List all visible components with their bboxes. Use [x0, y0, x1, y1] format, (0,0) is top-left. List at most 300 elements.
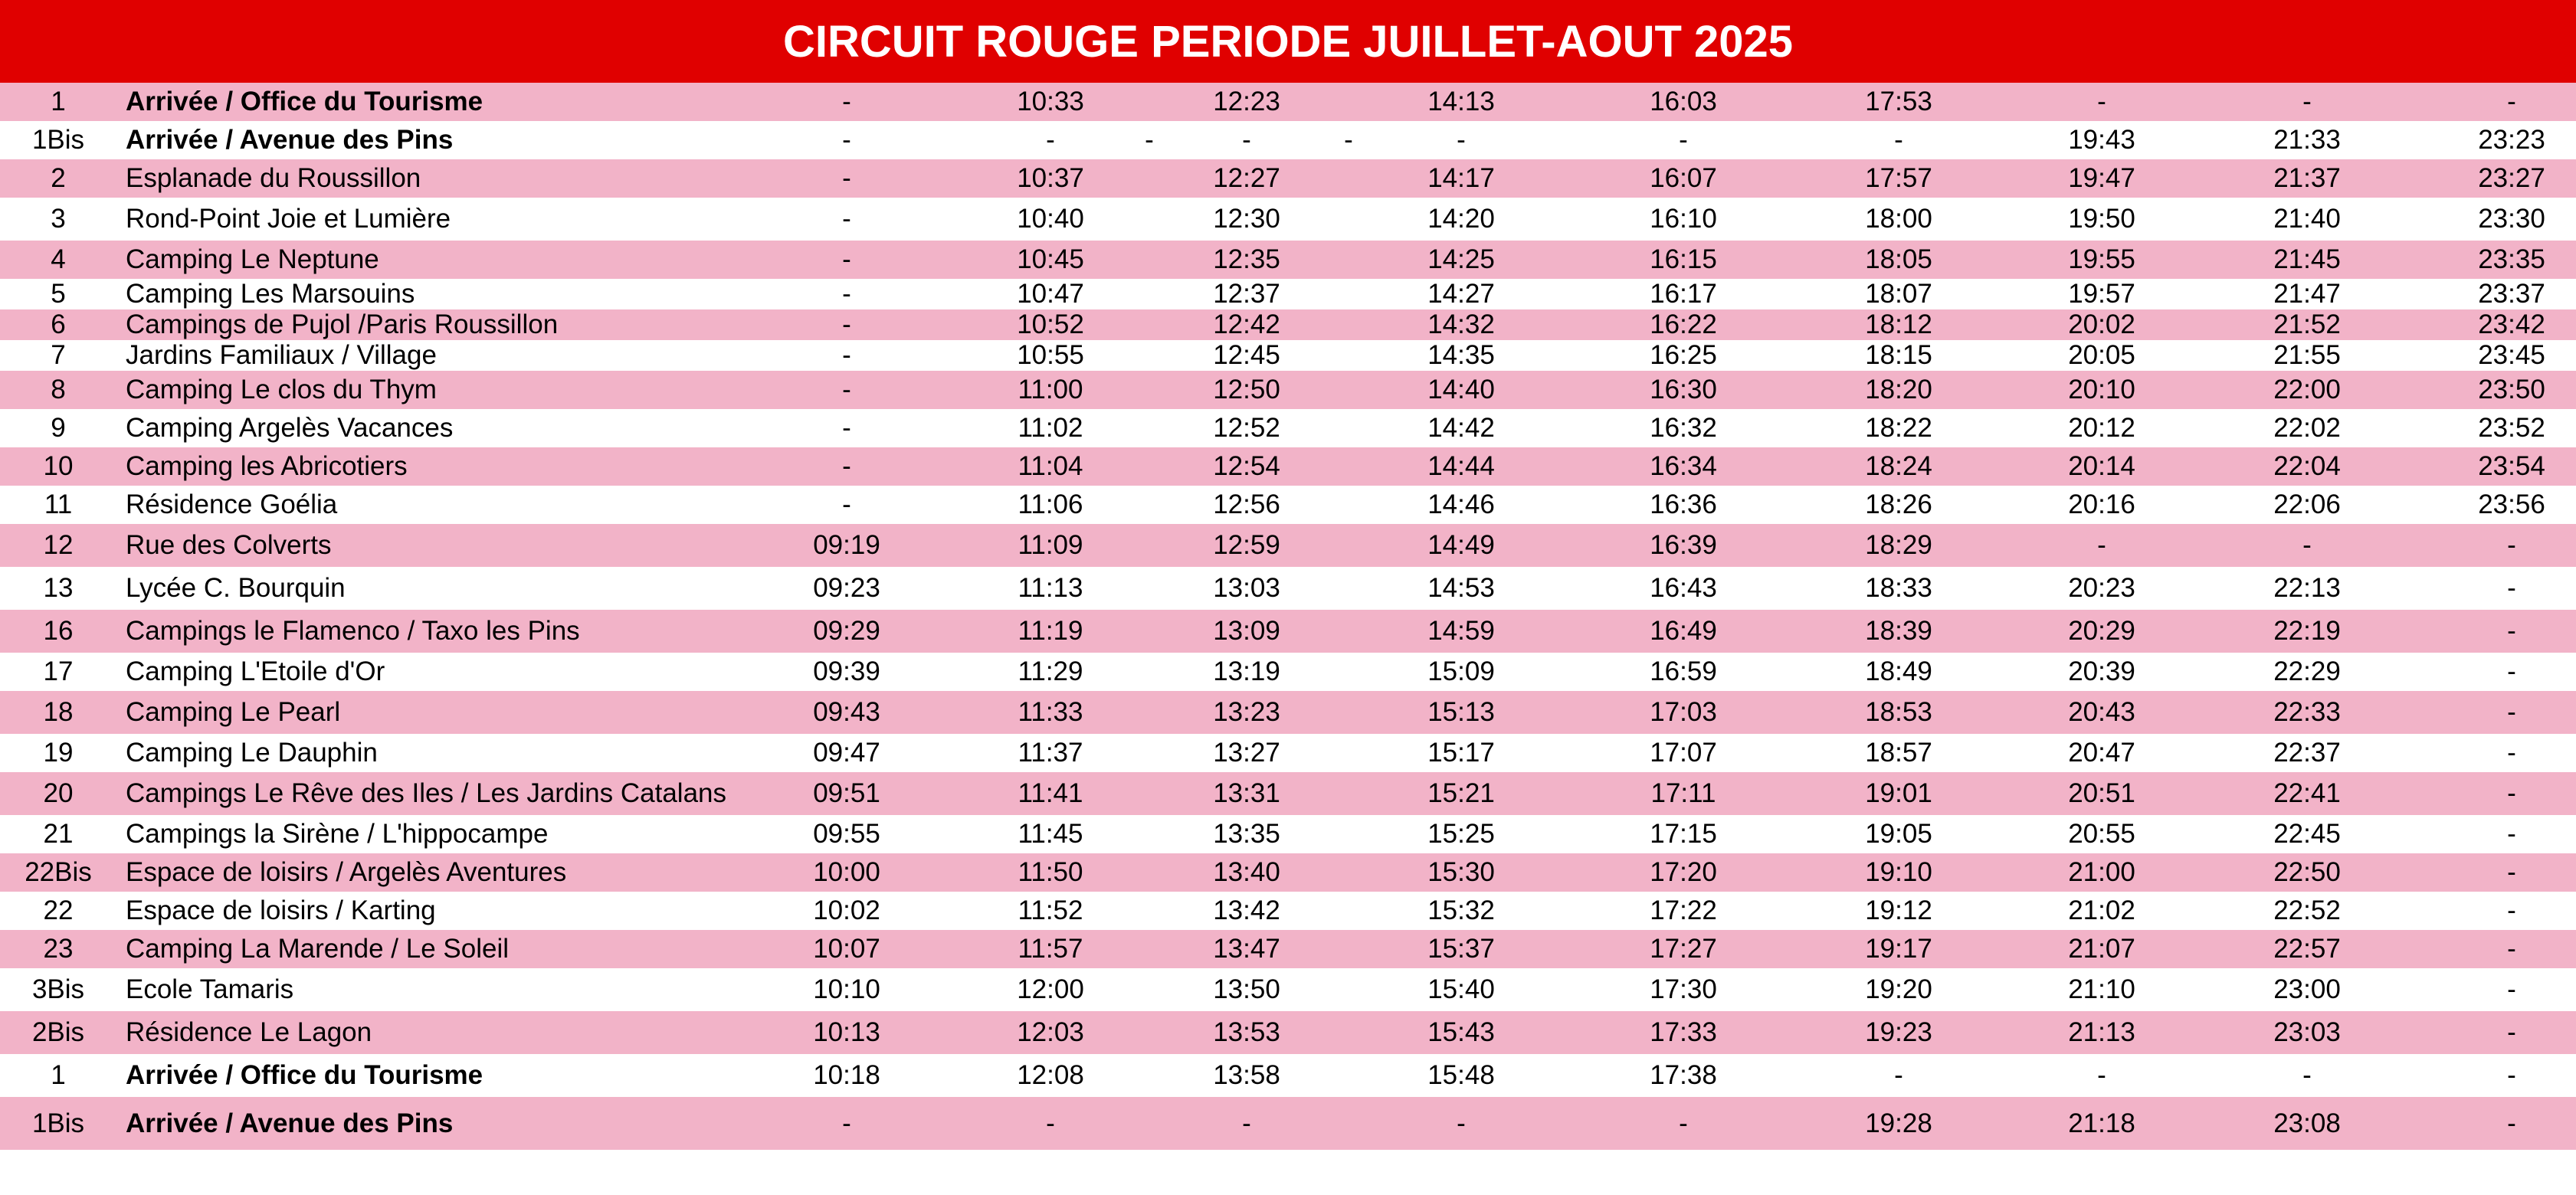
departure-time: -	[842, 309, 851, 339]
departure-time: 22:04	[2273, 451, 2341, 481]
departure-time: 09:39	[813, 656, 880, 686]
departure-time: -	[1457, 125, 1466, 155]
departure-time: 15:32	[1427, 895, 1495, 925]
departure-time: 18:33	[1865, 573, 1932, 603]
departure-time: 12:30	[1213, 204, 1280, 234]
departure-time: 23:45	[2478, 340, 2545, 370]
departure-time: 23:03	[2273, 1017, 2341, 1047]
departure-time: 17:20	[1650, 857, 1717, 887]
departure-time: 21:02	[2068, 895, 2135, 925]
stop-number: 12	[43, 530, 74, 560]
departure-time: -	[842, 87, 851, 116]
departure-time: 19:28	[1865, 1108, 1932, 1138]
stop-number: 13	[43, 573, 74, 603]
departure-time: 09:29	[813, 616, 880, 646]
stop-number: 22	[43, 895, 74, 925]
departure-time: 15:30	[1427, 857, 1495, 887]
stop-number: 18	[43, 697, 74, 727]
departure-time: 19:01	[1865, 778, 1932, 808]
departure-time: 23:30	[2478, 204, 2545, 234]
departure-time: 11:45	[1018, 819, 1083, 849]
departure-time: 13:47	[1213, 934, 1280, 964]
stop-name: Résidence Le Lagon	[126, 1017, 372, 1047]
stop-name: Espace de loisirs / Argelès Aventures	[126, 857, 567, 887]
departure-time: 22:06	[2273, 489, 2341, 519]
departure-time: 21:40	[2273, 204, 2341, 234]
table-row	[0, 83, 2576, 121]
departure-time: 15:25	[1427, 819, 1495, 849]
departure-time: 13:35	[1213, 819, 1280, 849]
departure-time: 11:04	[1018, 451, 1083, 481]
departure-time: 11:52	[1018, 895, 1083, 925]
table-row	[0, 1011, 2576, 1054]
departure-time: -	[2507, 697, 2516, 727]
departure-time: -	[1046, 125, 1055, 155]
departure-time: 19:17	[1865, 934, 1932, 964]
departure-time: 14:44	[1427, 451, 1495, 481]
departure-time: 14:40	[1427, 375, 1495, 404]
table-row	[0, 159, 2576, 198]
departure-time: 18:49	[1865, 656, 1932, 686]
departure-time: 20:14	[2068, 451, 2135, 481]
departure-time: 16:22	[1650, 309, 1717, 339]
departure-time: 13:27	[1213, 738, 1280, 768]
departure-time: 16:25	[1650, 340, 1717, 370]
departure-time: 11:50	[1018, 857, 1083, 887]
departure-time: 11:13	[1018, 573, 1083, 603]
table-row	[0, 691, 2576, 734]
departure-time: -	[842, 340, 851, 370]
departure-time: 11:09	[1018, 530, 1083, 560]
departure-time: 14:27	[1427, 279, 1495, 309]
departure-time: 13:50	[1213, 974, 1280, 1004]
departure-time: 17:07	[1650, 738, 1717, 768]
stop-number: 22Bis	[25, 857, 92, 887]
stop-number: 16	[43, 616, 74, 646]
departure-time: 09:23	[813, 573, 880, 603]
departure-time: 14:25	[1427, 244, 1495, 274]
table-row	[0, 567, 2576, 610]
departure-time: 18:22	[1865, 413, 1932, 443]
timetable-title: CIRCUIT ROUGE PERIODE JUILLET-AOUT 2025	[0, 0, 2576, 83]
departure-time: 21:52	[2273, 309, 2341, 339]
departure-time: -	[2507, 857, 2516, 887]
departure-time: 22:57	[2273, 934, 2341, 964]
table-row	[0, 279, 2576, 309]
departure-time: 14:32	[1427, 309, 1495, 339]
departure-time: -	[2507, 934, 2516, 964]
departure-time: 22:45	[2273, 819, 2341, 849]
departure-time: 12:54	[1213, 451, 1280, 481]
table-row	[0, 1097, 2576, 1150]
departure-time: 16:59	[1650, 656, 1717, 686]
departure-time: 17:33	[1650, 1017, 1717, 1047]
departure-time: 15:17	[1427, 738, 1495, 768]
departure-time: 14:49	[1427, 530, 1495, 560]
departure-time: 16:15	[1650, 244, 1717, 274]
departure-time: -	[842, 279, 851, 309]
stop-name: Camping les Abricotiers	[126, 451, 408, 481]
departure-time: -	[842, 244, 851, 274]
stop-name: Esplanade du Roussillon	[126, 163, 421, 193]
departure-time: 11:37	[1018, 738, 1083, 768]
departure-time: 11:41	[1018, 778, 1083, 808]
departure-time: 16:17	[1650, 279, 1717, 309]
departure-time: 12:42	[1213, 309, 1280, 339]
stop-name: Camping Les Marsouins	[126, 279, 415, 309]
departure-time: 10:47	[1017, 279, 1084, 309]
table-row	[0, 409, 2576, 447]
table-row	[0, 524, 2576, 567]
departure-time: 11:02	[1018, 413, 1083, 443]
departure-time: 18:29	[1865, 530, 1932, 560]
departure-time: 20:05	[2068, 340, 2135, 370]
departure-time: -	[2507, 895, 2516, 925]
departure-time: -	[1242, 1108, 1251, 1138]
departure-time: -	[842, 1108, 851, 1138]
departure-time: -	[2507, 738, 2516, 768]
departure-time: -	[2507, 656, 2516, 686]
departure-time: 10:00	[813, 857, 880, 887]
departure-time: 12:59	[1213, 530, 1280, 560]
table-row	[0, 486, 2576, 524]
departure-time: 15:21	[1427, 778, 1495, 808]
departure-time: 18:53	[1865, 697, 1932, 727]
departure-time: 23:00	[2273, 974, 2341, 1004]
departure-time: -	[2507, 778, 2516, 808]
departure-time: 13:23	[1213, 697, 1280, 727]
departure-time: -	[2507, 530, 2516, 560]
table-row	[0, 734, 2576, 772]
departure-time: 21:45	[2273, 244, 2341, 274]
departure-time: 18:12	[1865, 309, 1932, 339]
stop-name: Campings le Flamenco / Taxo les Pins	[126, 616, 580, 646]
departure-time: 23:56	[2478, 489, 2545, 519]
departure-time: 17:38	[1650, 1060, 1717, 1090]
departure-time: 17:27	[1650, 934, 1717, 964]
departure-time: 12:00	[1017, 974, 1084, 1004]
departure-time: 11:06	[1018, 489, 1083, 519]
stop-number: 1	[51, 1060, 66, 1090]
stop-name: Camping Le Dauphin	[126, 738, 378, 768]
departure-time: -	[1894, 1060, 1903, 1090]
departure-time: 16:49	[1650, 616, 1717, 646]
departure-time: 16:30	[1650, 375, 1717, 404]
stop-number: 10	[43, 451, 74, 481]
departure-time: 11:19	[1018, 616, 1083, 646]
table-row	[0, 772, 2576, 815]
departure-time: 12:56	[1213, 489, 1280, 519]
table-row	[0, 371, 2576, 409]
departure-time: 12:35	[1213, 244, 1280, 274]
departure-time: 12:37	[1213, 279, 1280, 309]
departure-time: 10:02	[813, 895, 880, 925]
departure-time: -	[842, 163, 851, 193]
stop-number: 19	[43, 738, 74, 768]
stop-name: Camping Le clos du Thym	[126, 375, 437, 404]
departure-time: 09:19	[813, 530, 880, 560]
departure-time: 15:48	[1427, 1060, 1495, 1090]
extra-dash: -	[1344, 125, 1353, 155]
table-row	[0, 892, 2576, 930]
departure-time: 22:13	[2273, 573, 2341, 603]
departure-time: -	[2507, 1108, 2516, 1138]
departure-time: 22:19	[2273, 616, 2341, 646]
departure-time: 20:47	[2068, 738, 2135, 768]
table-row	[0, 1054, 2576, 1097]
departure-time: 18:20	[1865, 375, 1932, 404]
stop-number: 4	[51, 244, 66, 274]
departure-time: 19:12	[1865, 895, 1932, 925]
stop-name: Campings Le Rêve des Iles / Les Jardins Catalans	[126, 778, 727, 808]
departure-time: -	[2507, 573, 2516, 603]
departure-time: 17:22	[1650, 895, 1717, 925]
departure-time: 16:34	[1650, 451, 1717, 481]
departure-time: -	[2097, 530, 2106, 560]
departure-time: 20:12	[2068, 413, 2135, 443]
stop-number: 2Bis	[31, 1017, 85, 1047]
departure-time: 23:35	[2478, 244, 2545, 274]
table-row	[0, 853, 2576, 892]
departure-time: 21:18	[2068, 1108, 2135, 1138]
stop-name: Espace de loisirs / Karting	[126, 895, 436, 925]
departure-time: -	[2507, 1060, 2516, 1090]
stop-name: Arrivée / Office du Tourisme	[126, 1060, 483, 1090]
departure-time: 14:17	[1427, 163, 1495, 193]
departure-time: 16:03	[1650, 87, 1717, 116]
stop-number: 1	[51, 87, 66, 116]
departure-time: 21:13	[2068, 1017, 2135, 1047]
departure-time: 19:43	[2068, 125, 2135, 155]
departure-time: 16:07	[1650, 163, 1717, 193]
departure-time: 17:53	[1865, 87, 1932, 116]
stop-number: 11	[44, 489, 73, 519]
stop-number: 1Bis	[31, 125, 85, 155]
stop-name: Jardins Familiaux / Village	[126, 340, 437, 370]
departure-time: 14:13	[1427, 87, 1495, 116]
departure-time: 21:55	[2273, 340, 2341, 370]
departure-time: 19:20	[1865, 974, 1932, 1004]
departure-time: 19:57	[2068, 279, 2135, 309]
stop-number: 3Bis	[31, 974, 85, 1004]
table-row	[0, 309, 2576, 340]
stop-name: Arrivée / Avenue des Pins	[126, 1108, 454, 1138]
departure-time: 20:23	[2068, 573, 2135, 603]
departure-time: 16:36	[1650, 489, 1717, 519]
stop-name: Camping La Marende / Le Soleil	[126, 934, 510, 964]
departure-time: 18:15	[1865, 340, 1932, 370]
departure-time: -	[2507, 1017, 2516, 1047]
table-row	[0, 340, 2576, 371]
table-row	[0, 121, 2576, 159]
departure-time: 11:57	[1018, 934, 1083, 964]
departure-time: 18:24	[1865, 451, 1932, 481]
departure-time: 18:26	[1865, 489, 1932, 519]
stop-number: 8	[51, 375, 66, 404]
departure-time: 14:59	[1427, 616, 1495, 646]
stop-number: 1Bis	[31, 1108, 85, 1138]
departure-time: 21:10	[2068, 974, 2135, 1004]
departure-time: 18:00	[1865, 204, 1932, 234]
departure-time: 17:30	[1650, 974, 1717, 1004]
departure-time: 09:55	[813, 819, 880, 849]
departure-time: -	[2302, 1060, 2312, 1090]
departure-time: 10:45	[1017, 244, 1084, 274]
departure-time: 17:03	[1650, 697, 1717, 727]
departure-time: 18:07	[1865, 279, 1932, 309]
departure-time: 19:50	[2068, 204, 2135, 234]
departure-time: 14:35	[1427, 340, 1495, 370]
departure-time: -	[2507, 616, 2516, 646]
departure-time: 14:42	[1427, 413, 1495, 443]
departure-time: 15:40	[1427, 974, 1495, 1004]
table-row	[0, 653, 2576, 691]
departure-time: 16:43	[1650, 573, 1717, 603]
departure-time: 10:07	[813, 934, 880, 964]
departure-time: 19:47	[2068, 163, 2135, 193]
departure-time: -	[1894, 125, 1903, 155]
departure-time: -	[1679, 1108, 1688, 1138]
departure-time: 22:00	[2273, 375, 2341, 404]
departure-time: 11:00	[1018, 375, 1083, 404]
departure-time: 13:42	[1213, 895, 1280, 925]
departure-time: 22:02	[2273, 413, 2341, 443]
stop-name: Campings de Pujol /Paris Roussillon	[126, 309, 559, 339]
departure-time: 12:27	[1213, 163, 1280, 193]
departure-time: 20:43	[2068, 697, 2135, 727]
departure-time: 14:46	[1427, 489, 1495, 519]
departure-time: 20:55	[2068, 819, 2135, 849]
stop-name: Camping Argelès Vacances	[126, 413, 454, 443]
departure-time: -	[842, 489, 851, 519]
departure-time: 23:08	[2273, 1108, 2341, 1138]
table-row	[0, 198, 2576, 241]
departure-time: 22:41	[2273, 778, 2341, 808]
departure-time: -	[1457, 1108, 1466, 1138]
stop-name: Camping L'Etoile d'Or	[126, 656, 385, 686]
stop-name: Camping Le Neptune	[126, 244, 379, 274]
departure-time: 10:10	[813, 974, 880, 1004]
stop-number: 21	[43, 819, 74, 849]
stop-number: 2	[51, 163, 66, 193]
stop-number: 17	[43, 656, 74, 686]
departure-time: 20:16	[2068, 489, 2135, 519]
departure-time: 23:50	[2478, 375, 2545, 404]
departure-time: 10:52	[1017, 309, 1084, 339]
stop-name: Campings la Sirène / L'hippocampe	[126, 819, 549, 849]
departure-time: 21:07	[2068, 934, 2135, 964]
departure-time: 12:23	[1213, 87, 1280, 116]
departure-time: 19:55	[2068, 244, 2135, 274]
stop-name: Arrivée / Office du Tourisme	[126, 87, 483, 116]
departure-time: -	[842, 375, 851, 404]
stop-name: Résidence Goélia	[126, 489, 338, 519]
departure-time: 21:00	[2068, 857, 2135, 887]
stop-name: Arrivée / Avenue des Pins	[126, 125, 454, 155]
departure-time: 23:23	[2478, 125, 2545, 155]
table-row	[0, 610, 2576, 653]
departure-time: 23:37	[2478, 279, 2545, 309]
departure-time: 15:37	[1427, 934, 1495, 964]
stop-number: 9	[51, 413, 66, 443]
departure-time: -	[2097, 87, 2106, 116]
departure-time: 13:09	[1213, 616, 1280, 646]
departure-time: 21:47	[2273, 279, 2341, 309]
table-row	[0, 447, 2576, 486]
departure-time: 11:29	[1018, 656, 1083, 686]
departure-time: -	[842, 204, 851, 234]
departure-time: 12:52	[1213, 413, 1280, 443]
departure-time: 19:10	[1865, 857, 1932, 887]
departure-time: 18:05	[1865, 244, 1932, 274]
departure-time: 22:29	[2273, 656, 2341, 686]
departure-time: 09:43	[813, 697, 880, 727]
departure-time: 13:53	[1213, 1017, 1280, 1047]
extra-dash: -	[1145, 125, 1154, 155]
table-row	[0, 241, 2576, 279]
departure-time: 20:10	[2068, 375, 2135, 404]
departure-time: 15:43	[1427, 1017, 1495, 1047]
departure-time: 12:03	[1017, 1017, 1084, 1047]
departure-time: 23:52	[2478, 413, 2545, 443]
departure-time: -	[2507, 974, 2516, 1004]
table-row	[0, 968, 2576, 1011]
departure-time: 20:39	[2068, 656, 2135, 686]
departure-time: 10:55	[1017, 340, 1084, 370]
departure-time: 23:27	[2478, 163, 2545, 193]
departure-time: 13:31	[1213, 778, 1280, 808]
departure-time: 15:09	[1427, 656, 1495, 686]
departure-time: -	[842, 413, 851, 443]
stop-number: 3	[51, 204, 66, 234]
departure-time: 12:50	[1213, 375, 1280, 404]
departure-time: 10:33	[1017, 87, 1084, 116]
departure-time: 15:13	[1427, 697, 1495, 727]
departure-time: -	[2302, 530, 2312, 560]
stop-name: Rond-Point Joie et Lumière	[126, 204, 451, 234]
departure-time: 11:33	[1018, 697, 1083, 727]
departure-time: 14:20	[1427, 204, 1495, 234]
departure-time: 20:02	[2068, 309, 2135, 339]
departure-time: -	[2302, 87, 2312, 116]
stop-number: 7	[51, 340, 66, 370]
departure-time: 12:08	[1017, 1060, 1084, 1090]
stop-name: Lycée C. Bourquin	[126, 573, 346, 603]
stop-number: 5	[51, 279, 66, 309]
departure-time: 10:40	[1017, 204, 1084, 234]
departure-time: 09:51	[813, 778, 880, 808]
table-row	[0, 815, 2576, 853]
departure-time: -	[1046, 1108, 1055, 1138]
departure-time: -	[1679, 125, 1688, 155]
departure-time: 22:33	[2273, 697, 2341, 727]
stop-number: 6	[51, 309, 66, 339]
departure-time: 16:10	[1650, 204, 1717, 234]
departure-time: 20:51	[2068, 778, 2135, 808]
departure-time: -	[2507, 819, 2516, 849]
departure-time: 10:37	[1017, 163, 1084, 193]
departure-time: 23:42	[2478, 309, 2545, 339]
departure-time: 17:15	[1650, 819, 1717, 849]
departure-time: -	[2507, 87, 2516, 116]
departure-time: 16:32	[1650, 413, 1717, 443]
departure-time: -	[842, 451, 851, 481]
departure-time: 19:05	[1865, 819, 1932, 849]
table-row	[0, 930, 2576, 968]
departure-time: 21:37	[2273, 163, 2341, 193]
departure-time: 22:52	[2273, 895, 2341, 925]
departure-time: 21:33	[2273, 125, 2341, 155]
